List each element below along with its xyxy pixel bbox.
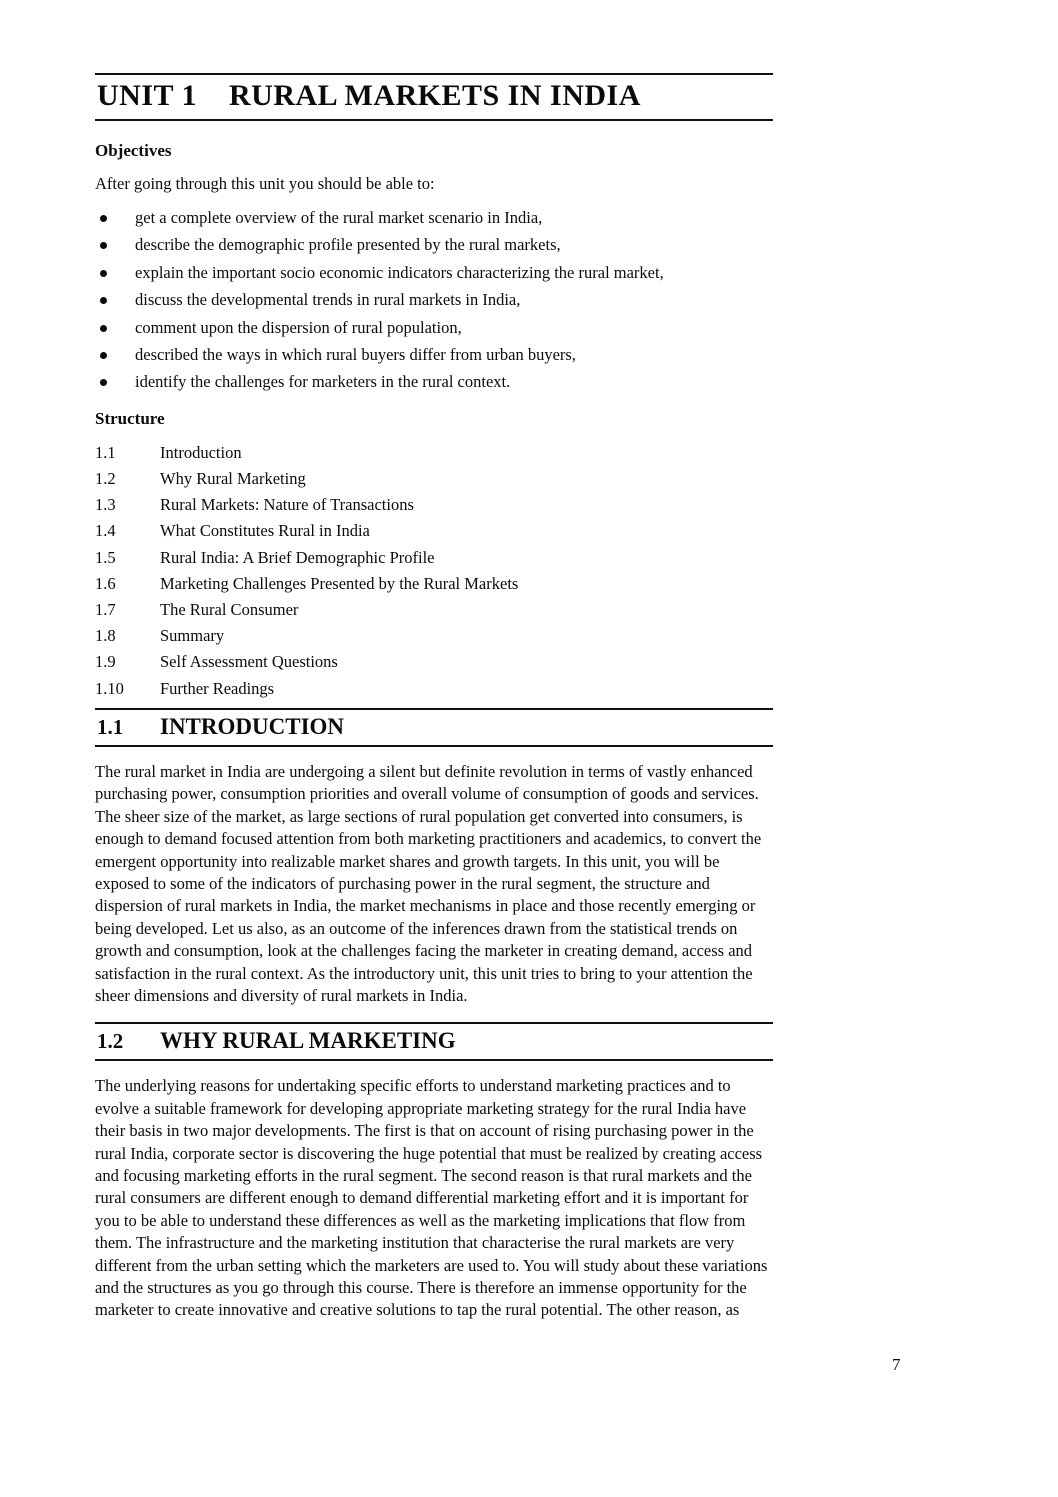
unit-title [95,75,773,119]
toc-item-number: 1.10 [95,678,124,698]
toc-item-label: Why Rural Marketing [160,469,306,489]
unit-title-text: RURAL MARKETS IN INDIA [228,79,641,112]
toc-item [95,466,773,492]
bullet-icon [95,368,135,395]
list-item [95,231,773,258]
toc-item-number: 1.4 [95,521,116,541]
objective-text: comment upon the dispersion of rural population, [135,317,462,337]
bullet-icon [95,314,135,341]
toc-item-number: 1.9 [95,652,116,672]
objective-text: described the ways in which rural buyers differ from urban buyers, [135,345,576,365]
section-rule-bottom [95,745,773,747]
objectives-list [95,204,773,396]
bullet-icon [95,259,135,286]
toc-item-number: 1.3 [95,495,116,515]
toc-item-label: What Constitutes Rural in India [160,521,370,541]
toc-item-label: Summary [160,626,225,646]
title-rule-bottom [95,119,773,121]
structure-list [95,440,773,702]
objective-text: discuss the developmental trends in rural markets in India, [135,290,521,310]
section-number: 1.1 [97,714,124,739]
objective-text: describe the demographic profile presented by the rural markets, [135,235,561,255]
list-item [95,314,773,341]
objectives-heading: Objectives [95,141,172,160]
objectives-intro: After going through this unit you should be able to: [95,174,435,193]
section-rule-bottom [95,1059,773,1061]
objective-text: explain the important socio economic indicators characterizing the rural market, [135,262,664,282]
list-item [95,368,773,395]
section-number: 1.2 [97,1029,124,1054]
section-title-text: WHY RURAL MARKETING [160,1028,456,1054]
toc-item [95,649,773,675]
unit-number: UNIT 1 [97,79,197,112]
section-body-introduction: The rural market in India are undergoing a silent but definite revolution in terms of vastly enhanced purchasing power, consumption priorities and overall volume of consumption of goods and services. The sheer size of the market, as large sections of rural population get converted into consumers, is enough to demand focused attention from both marketing practitioners and academics, to convert the emergent opportunity into realizable market shares and growth targets. In this unit, you will be exposed to some of the indicators of purchasing power in the rural segment, the structure and dispersion of rural markets in India, the market mechanisms in place and those recently emerging or being developed. Let us also, as an outcome of the inferences drawn from the statistical trends on growth and consumption, look at the challenges facing the marketer in creating demand, access and satisfaction in the rural context. As the introductory unit, this unit tries to bring to your attention the sheer dimensions and diversity of rural markets in India. [95,761,762,1005]
toc-item-label: Rural India: A Brief Demographic Profile [160,547,435,567]
objective-text: identify the challenges for marketers in the rural context. [135,372,511,392]
toc-item [95,623,773,649]
section-body-why-rural-marketing: The underlying reasons for undertaking specific efforts to understand marketing practices and to evolve a suitable framework for developing appropriate marketing strategy for the rural India have their basis in two major developments. The first is that on account of rising purchasing power in the rural India, corporate sector is discovering the huge potential that must be realized by creating access and focusing marketing efforts in the rural segment. The second reason is that rural markets and the rural consumers are different enough to demand differential marketing effort and it is important for you to be able to understand these differences as well as the marketing implications that flow from them. The infrastructure and the marketing institution that characterise the rural markets are very different from the urban setting which the marketers are used to. You will study about these variations and the structures as you go through this course. There is therefore an immense opportunity for the marketer to create innovative and creative solutions to tap the rural potential. The other reason, as [95,1076,768,1320]
page-number: 7 [892,1355,901,1374]
structure-heading: Structure [95,408,165,428]
section-title-row [95,1024,773,1059]
toc-item-number: 1.2 [95,469,116,489]
list-item [95,341,773,368]
toc-item-label: Self Assessment Questions [160,652,338,672]
section-title-text: INTRODUCTION [160,713,345,739]
toc-item-label: Marketing Challenges Presented by the Rural Markets [160,573,519,593]
list-item [95,286,773,313]
toc-item-label: Introduction [160,442,242,462]
toc-item [95,676,773,702]
toc-item [95,440,773,466]
bullet-icon [95,286,135,313]
toc-item-label: Further Readings [160,678,275,698]
toc-item [95,597,773,623]
list-item [95,204,773,231]
list-item [95,259,773,286]
toc-item [95,545,773,571]
toc-item-label: The Rural Consumer [160,600,299,620]
toc-item [95,492,773,518]
bullet-icon [95,204,135,231]
toc-item-number: 1.6 [95,573,116,593]
section-title-row [95,710,773,745]
bullet-icon [95,231,135,258]
toc-item-number: 1.1 [95,442,116,462]
section-heading-why-rural-marketing [95,1022,773,1061]
section-heading-introduction [95,708,773,747]
toc-item-number: 1.8 [95,626,116,646]
toc-item-label: Rural Markets: Nature of Transactions [160,495,414,515]
toc-item [95,518,773,544]
toc-item [95,571,773,597]
toc-item-number: 1.5 [95,547,116,567]
content-column [95,0,773,1322]
toc-item-number: 1.7 [95,600,116,620]
objective-text: get a complete overview of the rural market scenario in India, [135,208,543,227]
bullet-icon [95,341,135,368]
